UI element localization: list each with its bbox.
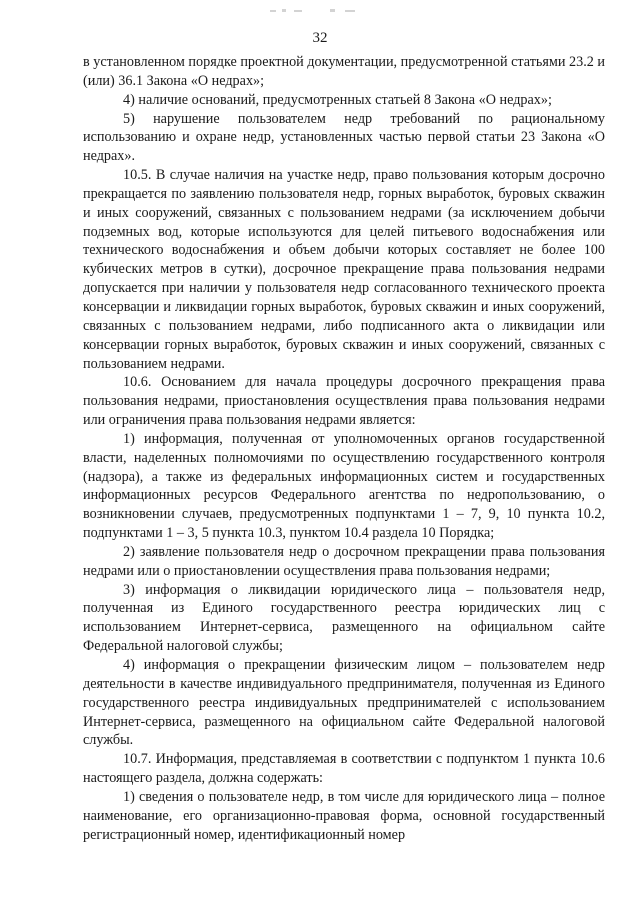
paragraph: 10.7. Информация, представляемая в соответствии с подпунктом 1 пункта 10.6 настоящего раздела, должна содержать: [83,751,605,787]
paragraph: 5) нарушение пользователем недр требований по рациональному использованию и охране недр, установленных частью первой статьи 23 Закона «О недрах». [83,110,605,165]
paragraph: 1) информация, полученная от уполномоченных органов государственной власти, наделенных полномочиями по осуществлению государственного контроля (надзора), а также из федеральных информационных систем и государственных информационных ресурсов Федерального агентства по недропользованию, о возникновении случаев, предусмотренных подпунктами 1 – 7, 9, 10 пункта 10.2, подпунктами 1 – 3, 5 пункта 10.3, пунктом 10.4 раздела 10 Порядка; [83,430,605,542]
paragraph: в установленном порядке проектной документации, предусмотренной статьями 23.2 и (или) 36.1 Закона «О недрах»; [83,54,605,89]
paragraph: 2) заявление пользователя недр о досрочном прекращении права пользования недрами или о приостановлении осуществления права пользования недрами; [83,543,605,579]
page-number: 32 [312,30,328,46]
document-body [83,53,605,844]
paragraph: 4) наличие оснований, предусмотренных статьей 8 Закона «О недрах»; [123,91,552,108]
paragraph: 10.6. Основанием для начала процедуры досрочного прекращения права пользования недрами, приостановления осуществления права пользования недрами или ограничения права пользования недрами является: [83,374,605,429]
scan-artifact [270,8,370,14]
paragraph: 10.5. В случае наличия на участке недр, право пользования которым досрочно прекращается по заявлению пользователя недр, горных выработок, буровых скважин и иных сооружений, связанных с пользованием недрами (за исключением добычи подземных вод, которые используются для целей питьевого водоснабжения или технического водоснабжения и объем добычи которых составляет не более 100 кубических метров в сутки), досрочное прекращение права пользования недрами допускается при наличии у пользователя недр согласованного технического проекта консервации и ликвидации горных выработок, буровых скважин и иных сооружений, связанных с пользованием недрами, либо подписанного акта о ликвидации или консервации горных выработок, буровых скважин и иных сооружений, связанных с пользованием недрами. [83,167,605,372]
paragraph: 4) информация о прекращении физическим лицом – пользователем недр деятельности в качестве индивидуального предпринимателя, полученная из Единого государственного реестра индивидуальных предпринимателей с использованием Интернет-сервиса, размещенного на официальном сайте Федеральной налоговой службы. [83,657,605,749]
paragraph: 1) сведения о пользователе недр, в том числе для юридического лица – полное наименование, его организационно-правовая форма, основной государственный регистрационный номер, идентификационный номер [83,788,605,843]
paragraph: 3) информация о ликвидации юридического лица – пользователя недр, полученная из Единого государственного реестра юридических лиц с использованием Интернет-сервиса, размещенного на официальном сайте Федеральной налоговой службы; [83,581,605,655]
